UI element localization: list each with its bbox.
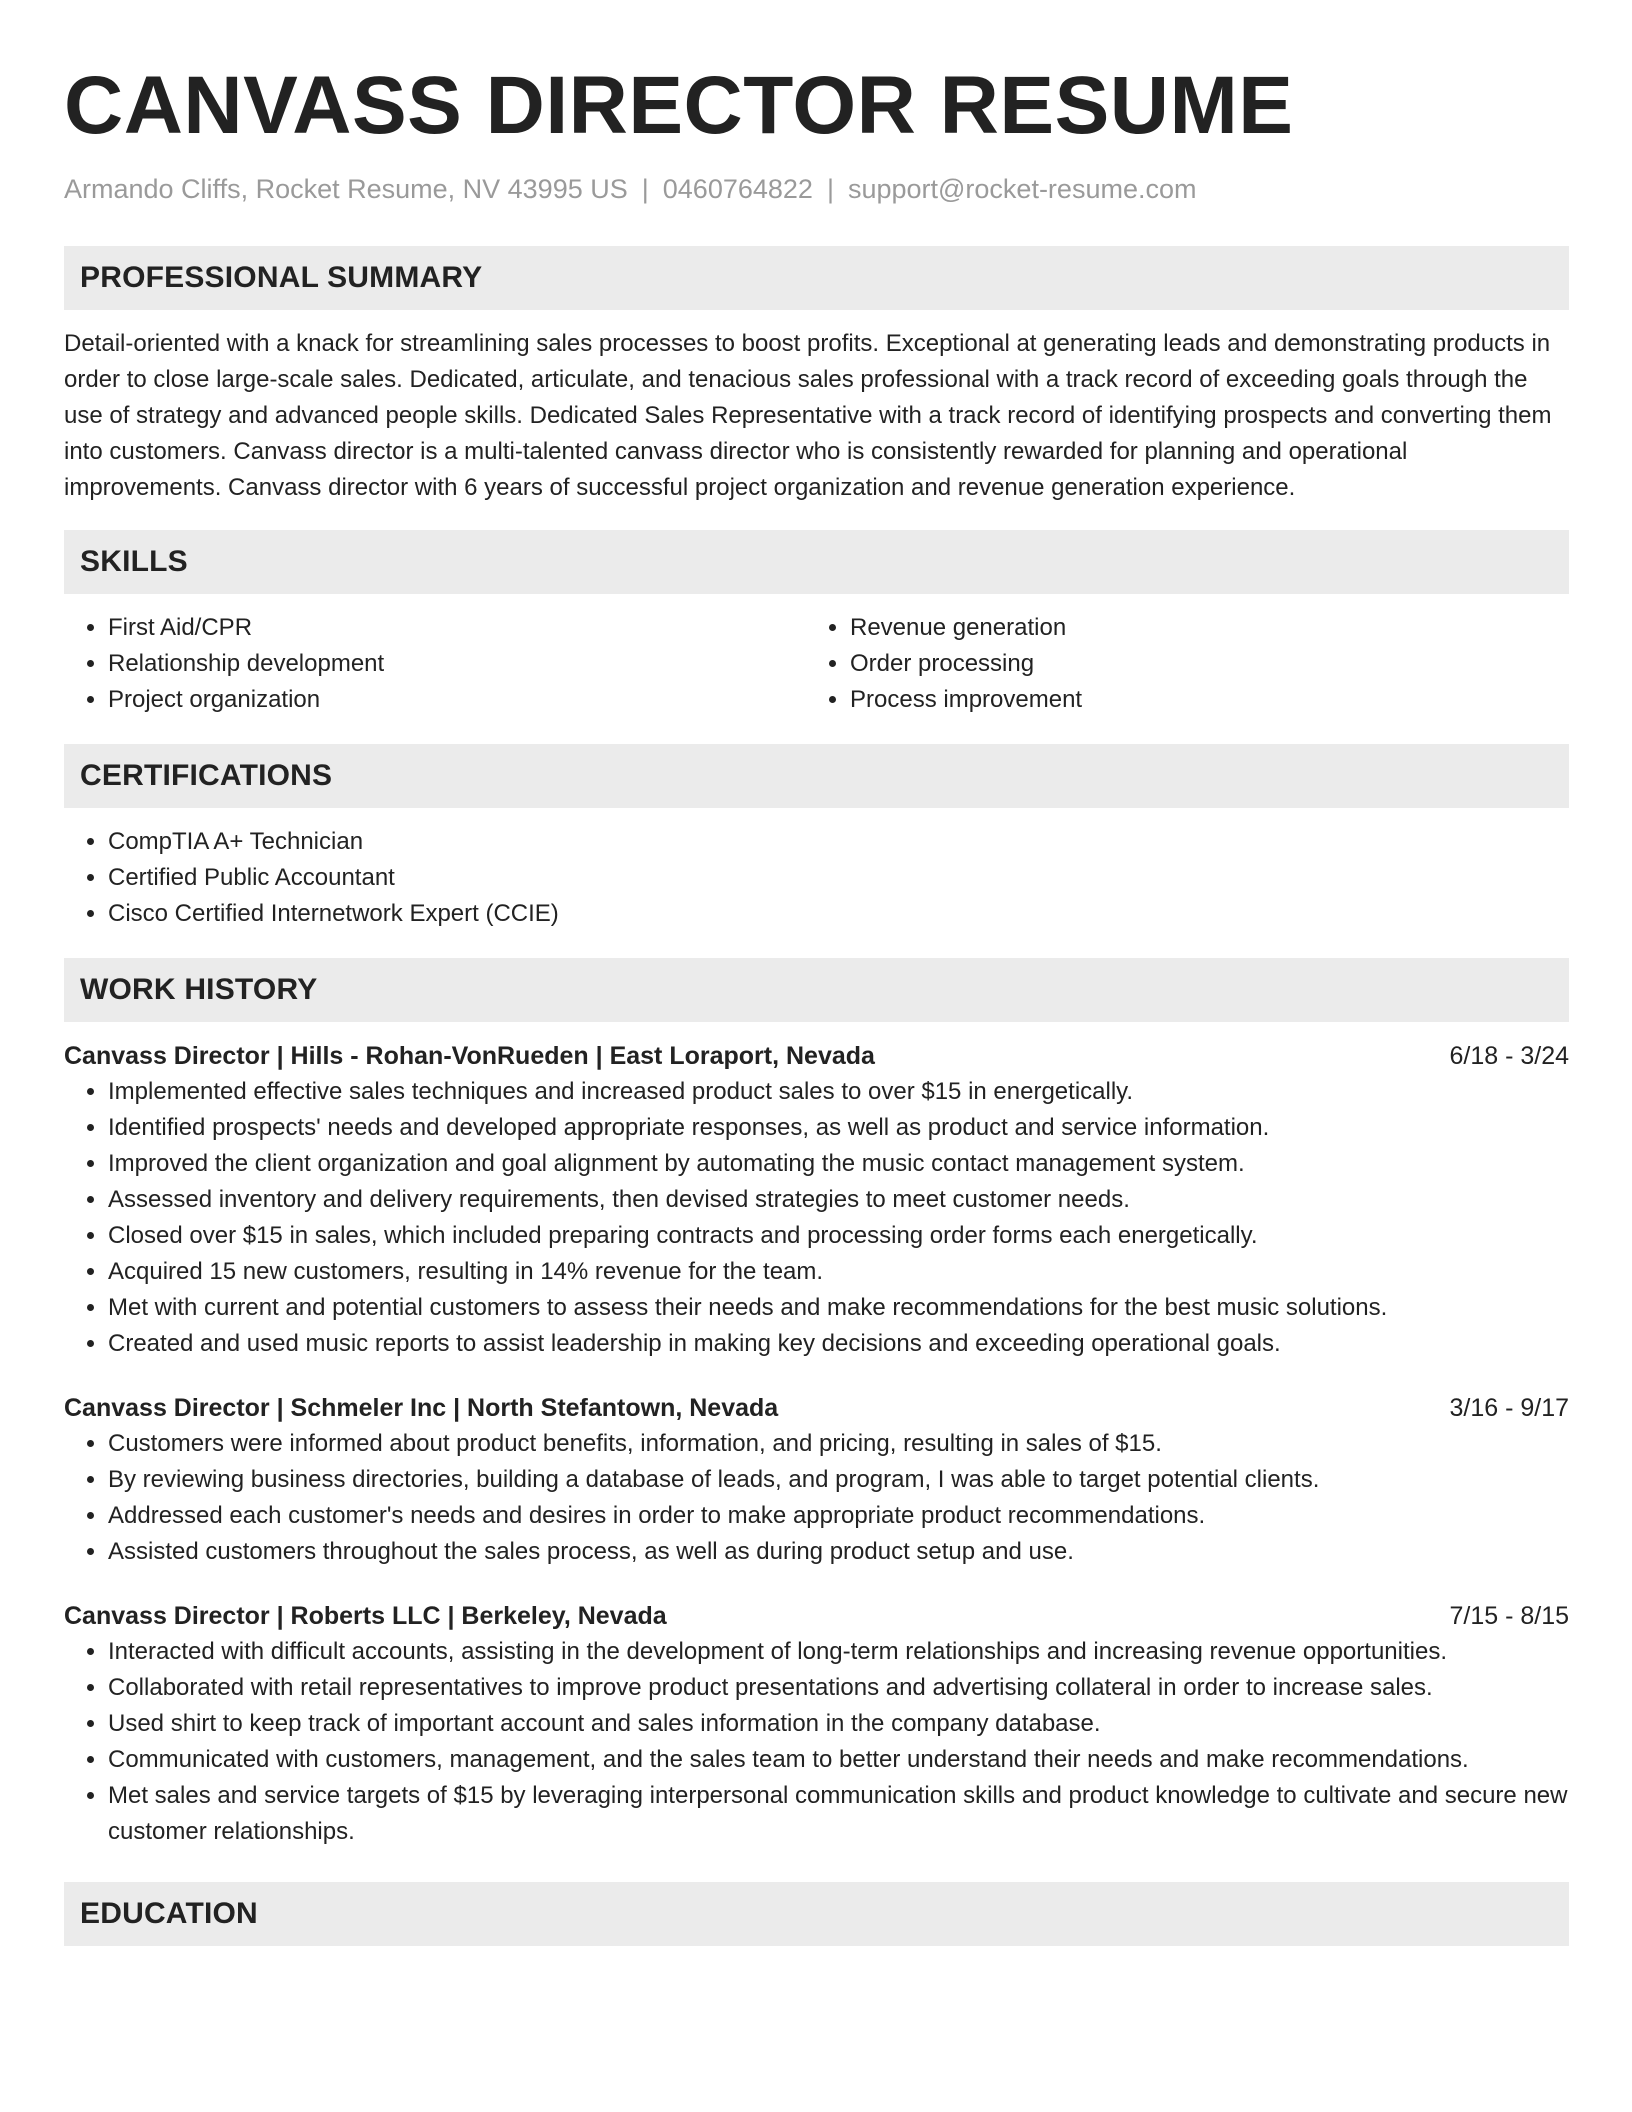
summary-text: Detail-oriented with a knack for streamlining sales processes to boost profits. Exceptional at generating leads and demonstrating products in order to close large-scale sales. Dedicated, articulate, and tenacious sales professional with a track record of exceeding goals through the use of strategy and advanced people skills. Dedicated Sales Representative with a track record of identifying prospects and converting them into customers. Canvass director is a multi-talented canvass director who is consistently rewarded for planning and operational improvements. Canvass director with 6 years of successful project organization and revenue generation experience. — [64, 330, 1552, 501]
job-header — [64, 1598, 1569, 1634]
job-bullet: • Implemented effective sales techniques and increased product sales to over $15 in energetically. — [108, 1074, 1569, 1110]
job-bullet: • Collaborated with retail representatives to improve product presentations and advertising collateral in order to increase sales. — [108, 1670, 1569, 1706]
contact-address: Armando Cliffs, Rocket Resume, NV 43995 US — [64, 174, 628, 204]
skill-item: • Project organization — [108, 682, 806, 718]
job-bullets — [64, 1634, 1569, 1850]
skills-column-right — [806, 610, 1548, 718]
job-bullet: • Assessed inventory and delivery requirements, then devised strategies to meet customer needs. — [108, 1182, 1569, 1218]
job-bullets — [64, 1074, 1569, 1362]
job-title: Canvass Director | Hills - Rohan-VonRueden | East Loraport, Nevada — [64, 1042, 875, 1070]
skills-grid — [64, 610, 1569, 718]
job-bullet: • Used shirt to keep track of important account and sales information in the company database. — [108, 1706, 1569, 1742]
job-header — [64, 1390, 1569, 1426]
job-dates: 3/16 - 9/17 — [1449, 1394, 1569, 1422]
certification-item: • Cisco Certified Internetwork Expert (CCIE) — [108, 896, 1569, 932]
job-bullet: • Acquired 15 new customers, resulting in 14% revenue for the team. — [108, 1254, 1569, 1290]
skill-item: • First Aid/CPR — [108, 610, 806, 646]
contact-separator: | — [641, 174, 649, 204]
job-dates: 6/18 - 3/24 — [1449, 1042, 1569, 1070]
job-entry — [64, 1598, 1569, 1850]
contact-phone: 0460764822 — [662, 174, 813, 204]
job-bullet: • Assisted customers throughout the sales process, as well as during product setup and use. — [108, 1534, 1569, 1570]
resume-title: CANVASS DIRECTOR RESUME — [64, 60, 1294, 151]
certifications-list — [64, 824, 1569, 932]
skills-list-right — [806, 610, 1548, 718]
job-bullets — [64, 1426, 1569, 1570]
work-history-section-header: WORK HISTORY — [64, 958, 1569, 1022]
job-bullet: • Communicated with customers, management, and the sales team to better understand their needs and make recommendations. — [108, 1742, 1569, 1778]
job-title: Canvass Director | Schmeler Inc | North Stefantown, Nevada — [64, 1394, 779, 1422]
job-dates: 7/15 - 8/15 — [1449, 1602, 1569, 1630]
job-bullet: • Identified prospects' needs and developed appropriate responses, as well as product and service information. — [108, 1110, 1569, 1146]
job-title: Canvass Director | Roberts LLC | Berkeley, Nevada — [64, 1602, 667, 1630]
certification-item: • Certified Public Accountant — [108, 860, 1569, 896]
job-bullet: • Closed over $15 in sales, which included preparing contracts and processing order forms each energetically. — [108, 1218, 1569, 1254]
job-bullet: • Customers were informed about product benefits, information, and pricing, resulting in sales of $15. — [108, 1426, 1569, 1462]
summary-section-header: PROFESSIONAL SUMMARY — [64, 246, 1569, 310]
job-bullet: • Addressed each customer's needs and desires in order to make appropriate product recommendations. — [108, 1498, 1569, 1534]
job-header — [64, 1038, 1569, 1074]
contact-email: support@rocket-resume.com — [847, 174, 1197, 204]
skills-column-left — [64, 610, 806, 718]
job-bullet: • Improved the client organization and goal alignment by automating the music contact management system. — [108, 1146, 1569, 1182]
job-bullet: • Created and used music reports to assist leadership in making key decisions and exceeding operational goals. — [108, 1326, 1569, 1362]
contact-line — [64, 172, 1569, 206]
contact-separator: | — [826, 174, 834, 204]
skill-item: • Order processing — [850, 646, 1548, 682]
job-entry — [64, 1390, 1569, 1570]
certification-item: • CompTIA A+ Technician — [108, 824, 1569, 860]
education-section-header: EDUCATION — [64, 1882, 1569, 1946]
job-bullet: • Met with current and potential customers to assess their needs and make recommendations for the best music solutions. — [108, 1290, 1569, 1326]
skill-item: • Revenue generation — [850, 610, 1548, 646]
job-entry — [64, 1038, 1569, 1362]
job-bullet: • Interacted with difficult accounts, assisting in the development of long-term relationships and increasing revenue opportunities. — [108, 1634, 1569, 1670]
skill-item: • Process improvement — [850, 682, 1548, 718]
skill-item: • Relationship development — [108, 646, 806, 682]
job-bullet: • By reviewing business directories, building a database of leads, and program, I was able to target potential clients. — [108, 1462, 1569, 1498]
skills-section-header: SKILLS — [64, 530, 1569, 594]
job-bullet: • Met sales and service targets of $15 by leveraging interpersonal communication skills and product knowledge to cultivate and secure new customer relationships. — [108, 1778, 1569, 1850]
certifications-section-header: CERTIFICATIONS — [64, 744, 1569, 808]
skills-list-left — [64, 610, 806, 718]
